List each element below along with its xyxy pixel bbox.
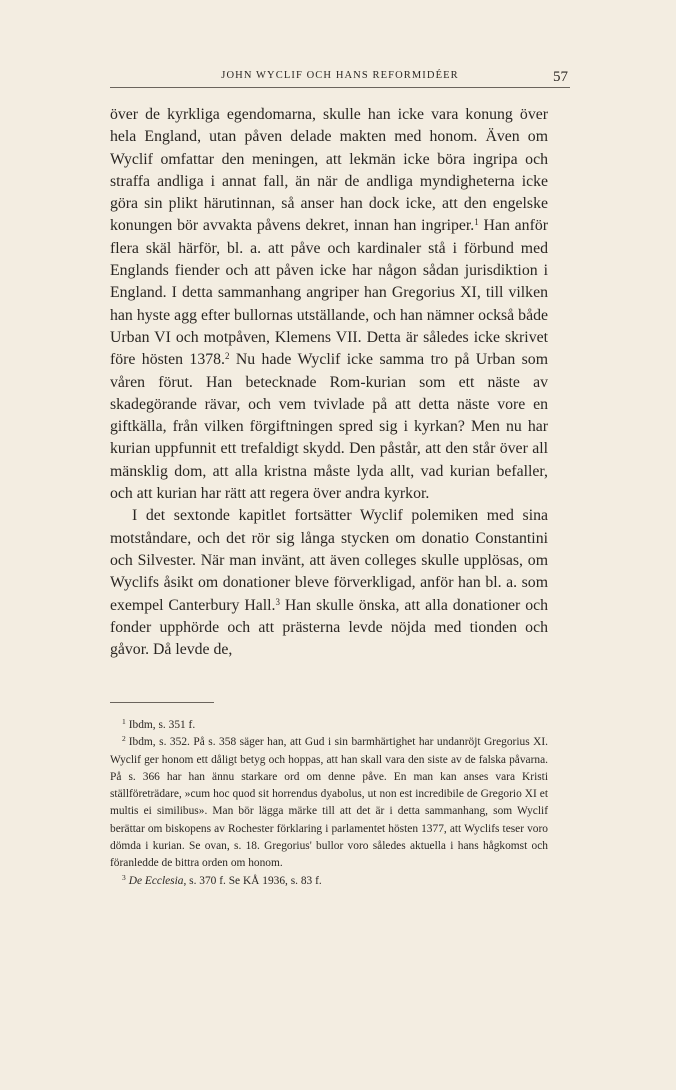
footnote-separator [110, 702, 214, 703]
footnote-1 [110, 717, 548, 734]
paragraph-2 [110, 505, 548, 661]
footnote-2-mark: 2 [122, 734, 126, 744]
footnote-3-title: De Ecclesia [128, 874, 184, 887]
paragraph-2-text-a: I det sextonde kapitlet fortsätter Wyclif polemiken med sina motståndare, och det rör sig långa stycken om donatio Constantini och Silvester. När man invänt, att även colleges skulle upplösas, om Wyclifs åsikt om donationer bleve förverkligad, anför han bl. a. som exempel Canterbury Hall. [110, 507, 548, 614]
footnote-1-text: Ibdm, s. 351 f. [128, 719, 196, 731]
footnote-3 [110, 873, 548, 890]
paragraph-2-text-b: Han skulle önska, att alla donationer och fonder upphörde och att prästerna levde nöjda med tionden och gåvor. Då levde de, [110, 596, 549, 659]
paragraph-1-text-a: över de kyrkliga egendomarna, skulle han icke vara konung över hela England, utan påven delade makten med honom. Även om Wyclif omfattar den meningen, att lekmän icke böra ingripa och straffa andliga i annat fall, än när de andliga myndigheterna icke göra sin plikt härutinnan, så anser han dock icke, att den engelske konungen bör avvakta påvens dekret, innan han ingriper. [110, 106, 548, 235]
paragraph-1-text-b: Han anför flera skäl härför, bl. a. att påve och kardinaler stå i förbund med Englands fiender och att påven icke har någon sådan jurisdiktion i England. I detta sammanhang angriper han Gregorius XI, till vilken han hyste agg efter bullornas utställande, och han nämner också både Urban VI och motpåven, Klemens VII. Detta är således icke skrivet före hösten 1378. [110, 217, 548, 369]
footnote-1-mark: 1 [122, 717, 126, 726]
paragraph-1-text-c: Nu hade Wyclif icke samma tro på Urban som våren förut. Han betecknade Rom-kurian som ett näste av skadegörande rävar, och vem tvivlade på att detta näste vore en giftkälla, från vilken förgiftningen spred sig i kyrkan? Men nu har kurian uppfunnit ett trefaldigt skydd. Den påstår, att den står över all mänsklig dom, att alla kristna måste lyda allt, vad kurian befaller, och att kurian har rätt att regera över andra kyrkor. [110, 351, 548, 503]
footnote-ref-1: 1 [474, 217, 479, 228]
paragraph-1 [110, 104, 548, 505]
footnote-ref-3: 3 [275, 596, 280, 607]
footnote-ref-2: 2 [224, 351, 230, 362]
body-text [110, 104, 548, 661]
header-rule [110, 87, 570, 88]
running-title: JOHN WYCLIF OCH HANS REFORMIDÉER [221, 70, 459, 81]
running-head [110, 66, 570, 88]
footnote-3-text: , s. 370 f. Se KÅ 1936, s. 83 f. [183, 874, 322, 887]
footnote-2-text: Ibdm, s. 352. På s. 358 säger han, att Gud i sin barmhärtighet har undanröjt Gregorius XI. Wyclif ger honom ett dåligt betyg och hoppas, att han skall vara den siste av de falska påvarna. På s. 366 har han ännu starkare ord om denne påve. En man kan anses vara Kristi ställföreträdare, »cum hoc quod sit horrendus dyabolus, ut non est incredibile de Gregorio XI et multis ei similibus». Man bör lägga märke till att det är i detta sammanhang, som Wyclif berättar om biskopens av Rochester förklaring i parlamentet hösten 1377, att Wyclifs teser voro dömda i kurian. Se ovan, s. 18. Gregorius' bullor voro således aktuella i hans hågkomst och föranledde de bittra orden om honom. [110, 736, 548, 870]
footnotes [110, 717, 548, 890]
footnote-3-mark: 3 [122, 872, 126, 882]
footnote-2 [110, 734, 548, 872]
page-number: 57 [553, 69, 568, 85]
